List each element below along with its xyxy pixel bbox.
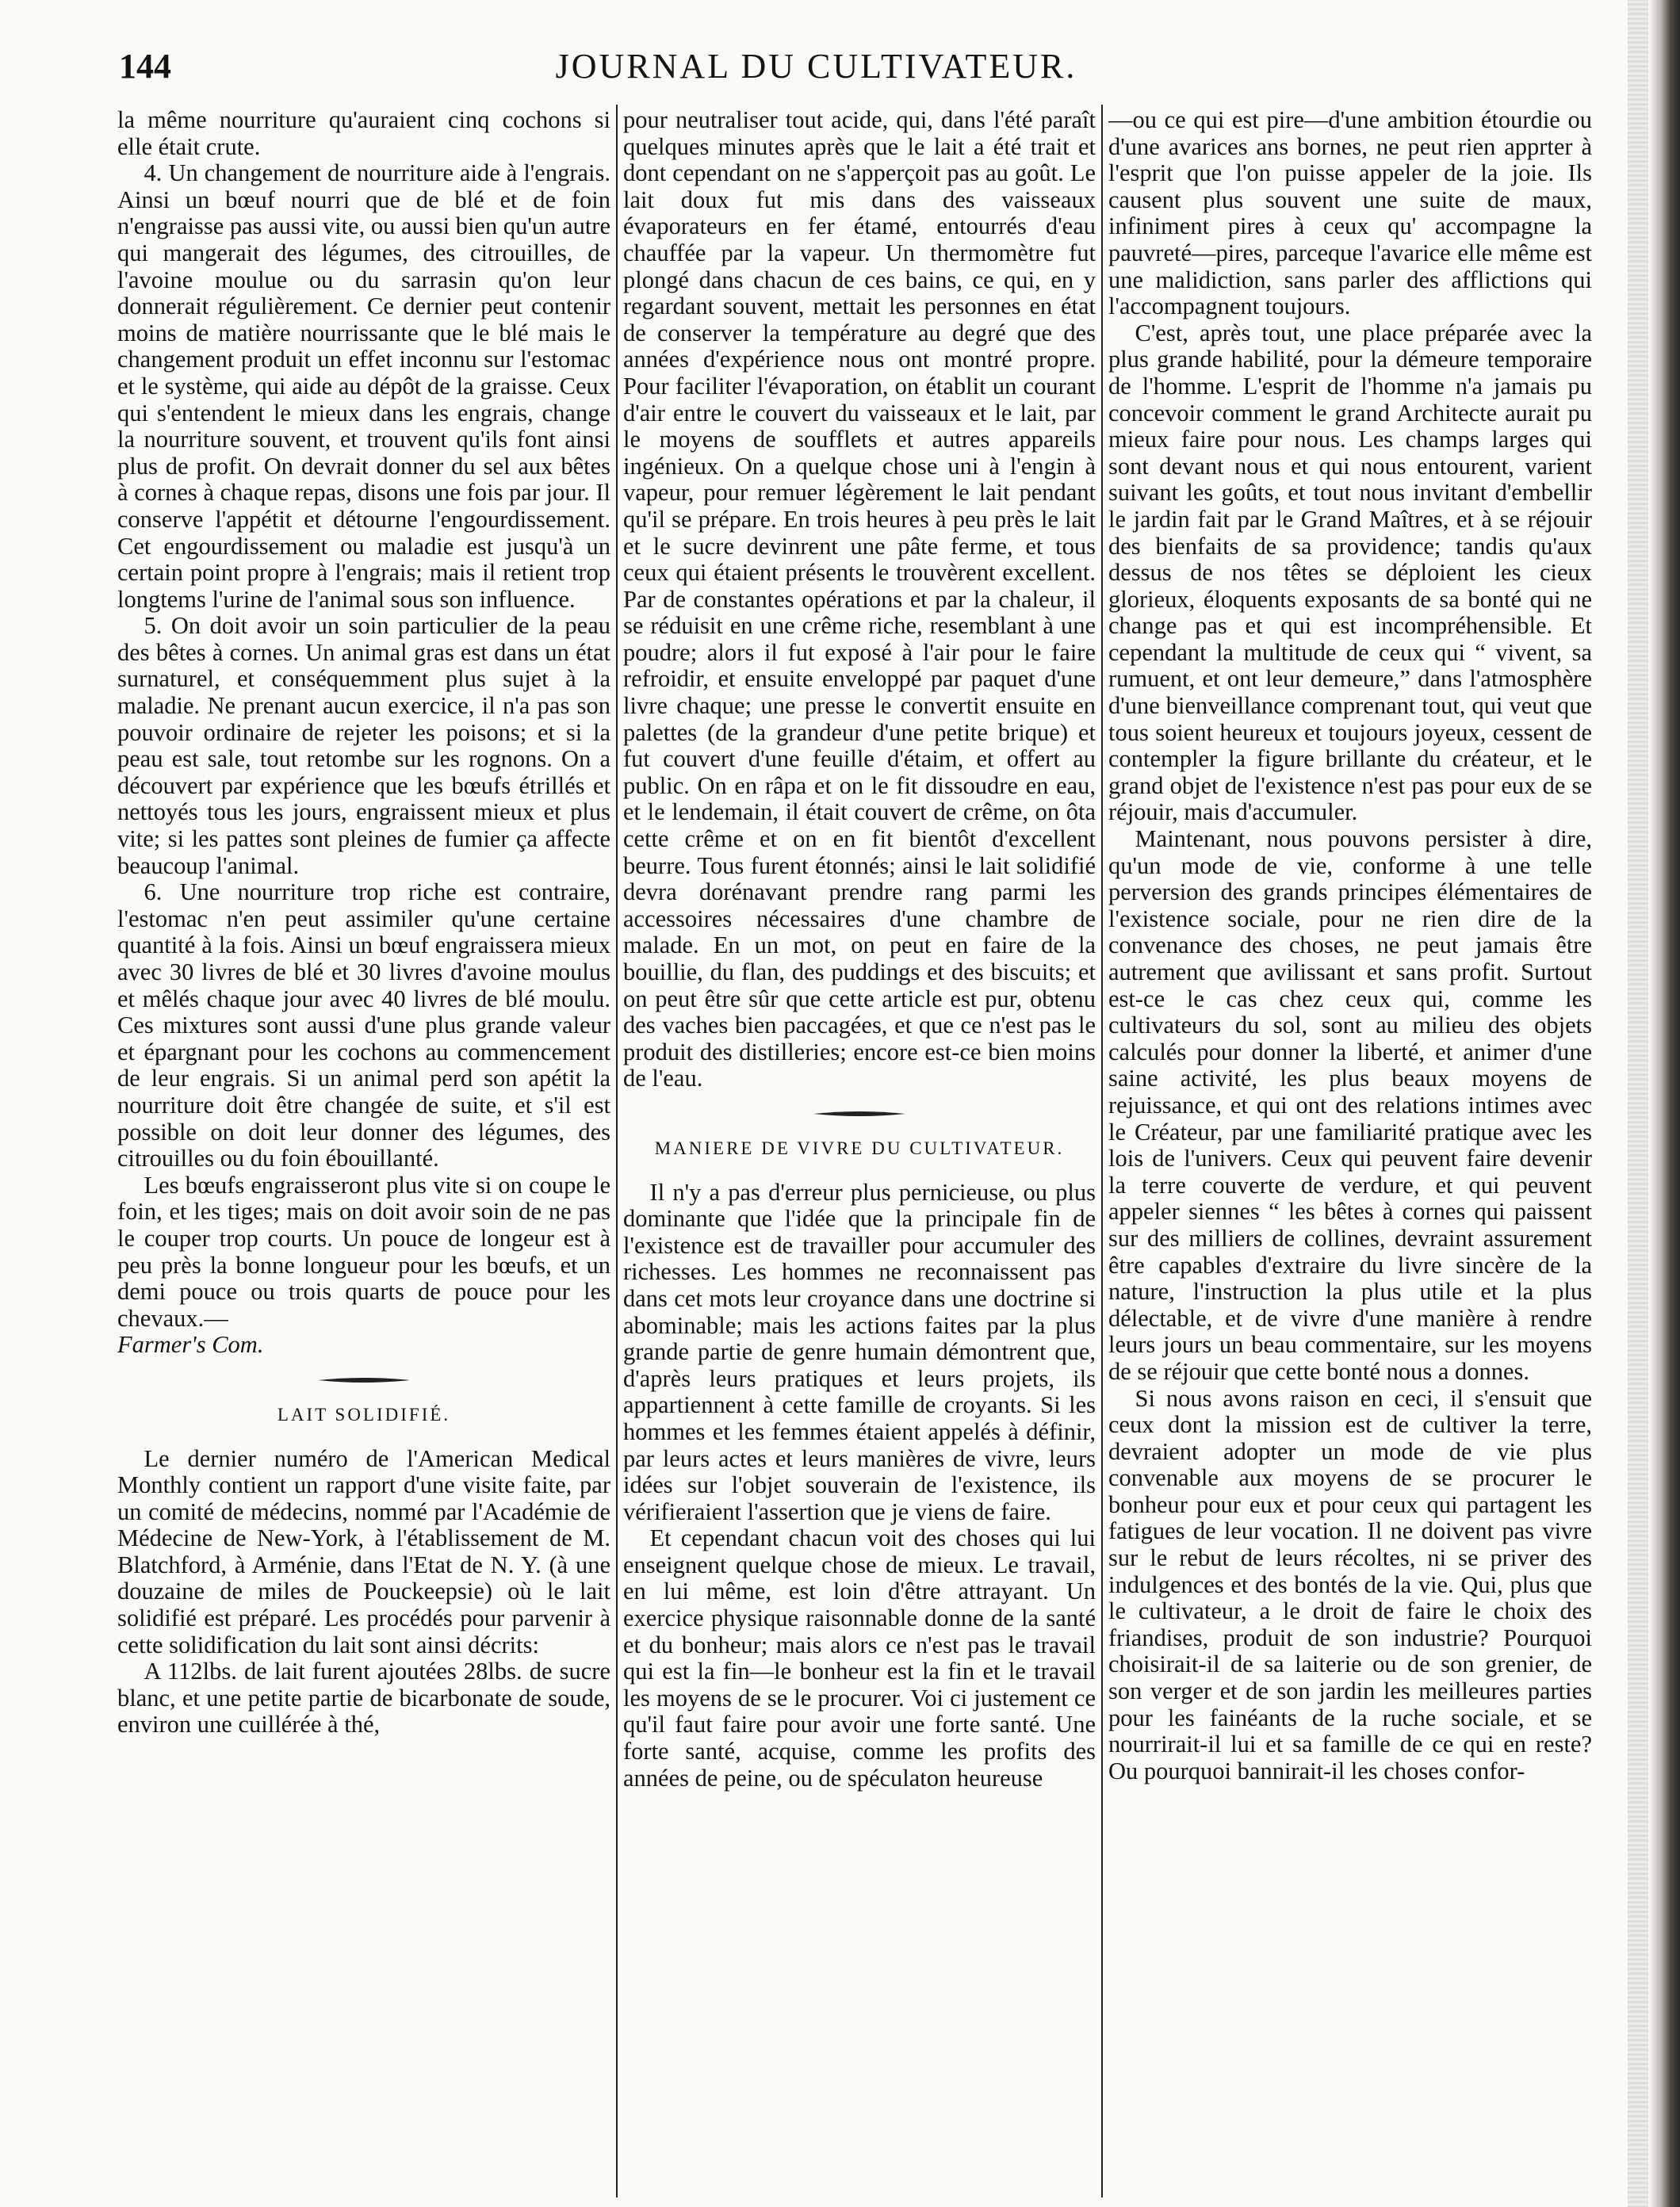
- paragraph: Et cependant chacun voit des choses qui lui enseignent quelque chose de mieux. Le travail, en lui même, est loin d'être attrayant. Un exercice physique raisonnable donne de la santé et du bonheur; mais alors ce n'est pas le travail qui est la fin—le bonheur est la fin et le travail les moyens de se le procurer. Voi ci justement ce qu'il faut faire pour avoir une forte santé. Une forte santé, acquise, comme les profits des années de peine, ou de spéculaton heureuse: [623, 1524, 1096, 1792]
- page-number: 144: [119, 47, 171, 86]
- column-rule-right: [1101, 105, 1103, 2197]
- divider-ornament: [812, 1110, 907, 1118]
- paragraph: A 112lbs. de lait furent ajoutées 28lbs. de sucre blanc, et une petite partie de bicarbonate de soude, environ une cuillérée à thé,: [117, 1658, 610, 1738]
- paragraph: la même nourriture qu'auraient cinq cochons si elle était crute.: [117, 107, 610, 160]
- section-title: MANIERE DE VIVRE DU CULTIVATEUR.: [654, 1138, 1065, 1158]
- paragraph: Le dernier numéro de l'American Medical Monthly contient un rapport d'une visite faite, par un comité de médecins, nommé par l'Académie de Médecine de New-York, à l'établissement de M. Blatchford, à Arménie, dans l'Etat de N. Y. (à une douzaine de miles de Pouckeepsie) où le lait solidifié est préparé. Les procédés pour parvenir à cette solidification du lait sont ainsi décrits:: [117, 1444, 610, 1658]
- article-source: Farmer's Com.: [117, 1331, 264, 1359]
- paragraph: 6. Une nourriture trop riche est contraire, l'estomac n'en peut assimiler qu'une certaine quantité à la fois. Ainsi un bœuf engraissera mieux avec 30 livres de blé et 30 livres d'avoine moulus et mêlés chaque jour avec 40 livres de blé moulu. Ces mixtures sont aussi d'une plus grande valeur et épargnant pour les cochons au commencement de leur engrais. Si un animal perd son apétit la nourriture doit être changée de suite, et s'il est possible on doit leur donner des légumes, des citrouilles ou du foin ébouillanté.: [117, 878, 610, 1172]
- paragraph: Il n'y a pas d'erreur plus pernicieuse, ou plus dominante que l'idée que la principale fin de l'existence est de travailler pour accumuler des richesses. Les hommes ne reconnaissent pas dans cet mots leur croyance dans une doctrine si abominable; mais les actions faites par la plus grande partie de genre humain démontrent que, d'après leurs pratiques et leurs projets, ils appartiennent à cette famille de croyants. Si les hommes et les femmes étaient appelés à définir, par leurs actes et leurs manières de vivre, leurs idées sur l'objet souverain de l'existence, ils vérifieraient l'assertion que je viens de faire.: [623, 1178, 1096, 1525]
- column-left: [117, 107, 610, 2184]
- divider-ornament: [316, 1376, 411, 1384]
- paragraph: Si nous avons raison en ceci, il s'ensuit que ceux dont la mission est de cultiver la terre, devraient adopter un mode de vie plus convenable aux moyens de se procurer le bonheur pour eux et pour ceux qui partagent les fatigues de leur vocation. Il ne doivent pas vivre sur le rebut de leurs récoltes, ni se priver des indulgences et des bontés de la vie. Qui, plus que le cultivateur, a le droit de faire le choix des friandises, produit de son industrie? Pourquoi choisirait-il de sa laiterie ou de son grenier, de son verger et de son jardin les meilleures parties pour les fainéants de la ruche sociale, et se nourrirait-il lui et sa famille de ce qui en reste? Ou pourquoi bannirait-il les choses confor-: [1108, 1384, 1592, 1784]
- running-head: JOURNAL DU CULTIVATEUR.: [555, 47, 1077, 86]
- paragraph: 5. On doit avoir un soin particulier de la peau des bêtes à cornes. Un animal gras est dans un état surnaturel, et conséquemment plus sujet à la maladie. Ne prenant aucun exercice, il n'a pas son pouvoir ordinaire de rejeter les poisons; et si la peau est sale, tout retombe sur les rognons. On a découvert par expérience que les bœufs étrillés et nettoyés tous les jours, engraissent mieux et plus vite; si les pattes sont pleines de fumier ça affecte beaucoup l'animal.: [117, 612, 610, 879]
- paragraph: Les bœufs engraisseront plus vite si on coupe le foin, et les tiges; mais on doit avoir soin de ne pas le couper trop courts. Un pouce de longeur est à peu près la bonne longueur pour les bœufs, et un demi pouce ou trois quarts de pouce pour les chevaux.—: [117, 1171, 610, 1332]
- column-middle: [623, 107, 1096, 2184]
- paragraph: Maintenant, nous pouvons persister à dire, qu'un mode de vie, conforme à une telle perversion des grands principes élémentaires de l'existence sociale, pour ne rien dire de la convenance des choses, ne peut jamais être autrement que avilissant et sans profit. Surtout est-ce le cas chez ceux qui, comme les cultivateurs du sol, sont au milieu des objets calculés pour donner la liberté, et animer d'une saine activité, les plus beaux moyens de rejuissance, et qui ont des relations intimes avec le Créateur, par une familiarité pratique avec les lois de l'univers. Ceux qui peuvent faire devenir la terre couverte de verdure, et qui peuvent appeler siennes “ les bêtes à cornes qui paissent sur des milliers de collines, devraint assurement être capables d'extraire du livre sincère de la nature, l'instruction la plus utile et la plus délectable, et de vivre d'une manière à rendre leurs jours un beau commentaire, sur les moyens de se réjouir que cette bonté nous a donnes.: [1108, 825, 1592, 1385]
- paragraph: pour neutraliser tout acide, qui, dans l'été paraît quelques minutes après que le lait a été trait et dont cependant on ne s'apperçoit pas au goût. Le lait doux fut mis dans des vaisseaux évaporateurs en fer étamé, entourrés d'eau chauffée par la vapeur. Un thermomètre fut plongé dans chacun de ces bains, ce qui, en y regardant souvent, mettait les personnes en état de conserver la température au degré que des années d'expérience nous ont montré propre. Pour faciliter l'évaporation, on établit un courant d'air entre le couvert du vaisseaux et le lait, par le moyens de soufflets et autres appareils ingénieux. On a quelque chose uni à l'engin à vapeur, pour remuer légèrement le lait pendant qu'il se prépare. En trois heures à peu près le lait et le sucre devinrent une pâte ferme, et tous ceux qui étaient présents le trouvèrent excellent. Par de constantes opérations et par la chaleur, il se réduisit en une crême riche, resemblant à une poudre; alors il fut exposé à l'air pour le faire refroidir, et ensuite enveloppé par paquet d'une livre chaque; une presse le convertit ensuite en palettes (de la grandeur d'une petite brique) et fut couvert d'une feuille d'étaim, et offert au public. On en râpa et on le fit dissoudre en eau, et le lendemain, il était couvert de crême, on ôta cette crême et on en fit bientôt d'excellent beurre. Tous furent étonnés; ainsi le lait solidifié devra dorénavant prendre rang parmi les accessoires nécessaires d'une chambre de malade. En un mot, on peut en faire de la bouillie, du flan, des puddings et des biscuits; et on peut être sûr que cette article est pur, obtenu des vaches bien paccagées, et que ce n'est pas le produit des distilleries; encore est-ce bien moins de l'eau.: [623, 107, 1096, 1092]
- paragraph: C'est, après tout, une place préparée avec la plus grande habilité, pour la démeure temporaire de l'homme. L'esprit de l'homme n'a jamais pu concevoir comment le grand Architecte aurait pu mieux faire pour nous. Les champs larges qui sont devant nous et qui nous entourent, varient suivant les goûts, et tout nous invitant d'embellir le jardin fait par le Grand Maîtres, et à se réjouir des bienfaits de sa providence; tandis qu'aux dessus de nos têtes se déploient les cieux glorieux, éloquents exposants de sa bonté qui ne change pas et qui est incompréhensible. Et cependant la multitude de ceux qui “ vivent, sa rumuent, et ont leur demeure,” dans l'atmosphère d'une bienveillance comprenant tout, qui veut que tous soient heureux et toujours joyeux, cessent de contempler la figure brillante du créateur, et le grand objet de l'existence n'est pas pour eux de se réjouir, mais d'accumuler.: [1108, 319, 1592, 826]
- page-edge-texture: [1628, 0, 1650, 2207]
- column-right: [1108, 107, 1592, 2184]
- paragraph: 4. Un changement de nourriture aide à l'engrais. Ainsi un bœuf nourri que de blé et de foin n'engraisse pas aussi vite, ou aussi bien qu'un autre qui mangerait des légumes, des citrouilles, de l'avoine moulue ou du sarrasin qu'on leur donnerait régulièrement. Ce dernier peut contenir moins de matière nourrissante que le blé mais le changement produit un effet inconnu sur l'estomac et le système, qui aide au dépôt de la graisse. Ceux qui s'entendent le mieux dans les engrais, change la nourriture souvent, et trouvent qu'ils font ainsi plus de profit. On devrait donner du sel aux bêtes à cornes à chaque repas, disons une fois par jour. Il conserve l'appétit et détourne l'engourdissement. Cet engourdissement ou maladie est jusqu'à un certain point propre à l'engrais; mais il retient trop longtems l'urine de l'animal sous son influence.: [117, 159, 610, 613]
- column-rule-left: [616, 105, 618, 2197]
- paragraph: —ou ce qui est pire—d'une ambition étourdie ou d'une avarices ans bornes, ne peut rien apprter à l'esprit que l'on puisse appeler de la joie. Ils causent plus souvent une suite de maux, infiniment pires à ceux qu' accompagne la pauvreté—pires, parceque l'avarice elle même est une malidiction, sans parler des afflictions qui l'accompagnent toujours.: [1108, 107, 1592, 320]
- section-title: LAIT SOLIDIFIÉ.: [277, 1404, 451, 1425]
- page-edge-shadow: [1648, 0, 1680, 2207]
